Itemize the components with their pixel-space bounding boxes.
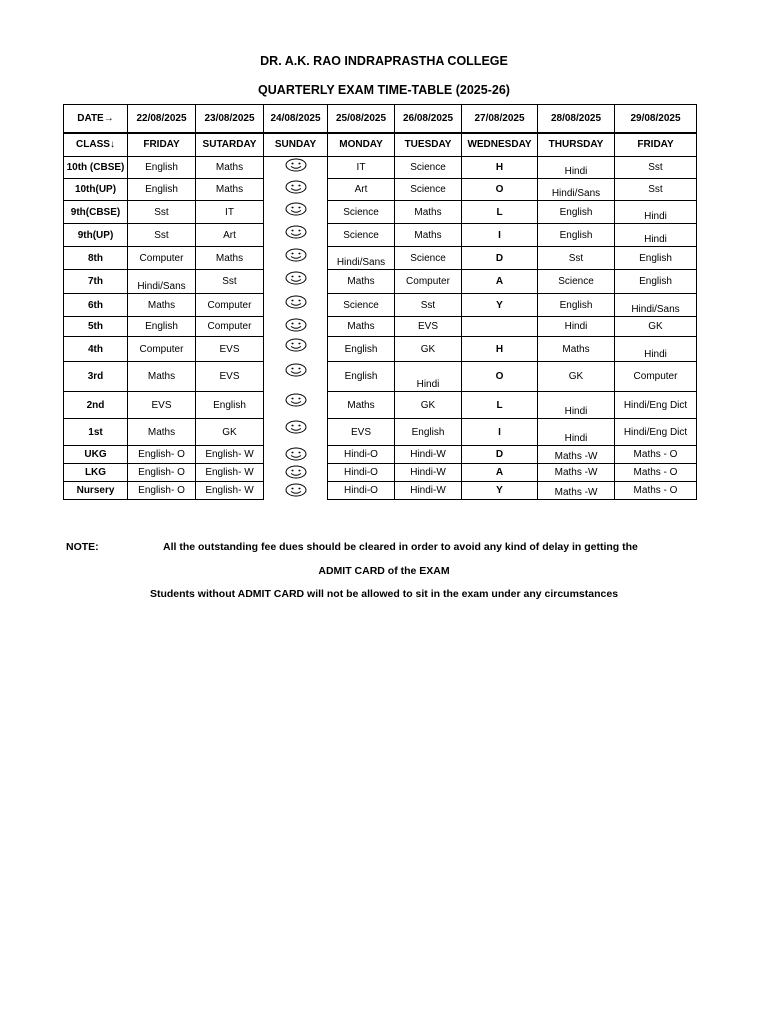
subject-cell: [462, 317, 538, 337]
sunday-cell: [264, 179, 328, 201]
subject-cell: IT: [328, 157, 395, 179]
sunday-cell: [264, 362, 328, 392]
smiley-face-icon: [285, 363, 307, 377]
subject-cell: English: [538, 294, 615, 317]
subject-cell: Science: [395, 157, 462, 179]
subject-cell: Computer: [395, 270, 462, 294]
subject-cell: I: [462, 419, 538, 446]
subject-cell: Science: [538, 270, 615, 294]
subject-cell: Maths: [128, 294, 196, 317]
smiley-face-icon: [285, 295, 307, 309]
subject-cell: Hindi: [615, 337, 697, 362]
subject-cell: Hindi/Sans: [128, 270, 196, 294]
date-cell: 22/08/2025: [128, 105, 196, 133]
table-row: [64, 270, 697, 294]
subject-cell: A: [462, 464, 538, 482]
day-cell: SUNDAY: [264, 133, 328, 157]
subject-cell: Hindi/Eng Dict: [615, 419, 697, 446]
subject-cell: English- O: [128, 464, 196, 482]
note-line-2: ADMIT CARD of the EXAM: [318, 565, 450, 577]
subject-cell: English: [196, 392, 264, 419]
subject-cell: O: [462, 179, 538, 201]
subject-cell: Y: [462, 294, 538, 317]
sunday-cell: [264, 392, 328, 419]
date-cell: 26/08/2025: [395, 105, 462, 133]
table-row: [64, 362, 697, 392]
table-row: [64, 464, 697, 482]
smiley-face-icon: [285, 225, 307, 239]
subject-cell: D: [462, 446, 538, 464]
subject-cell: L: [462, 392, 538, 419]
subject-cell: English: [328, 362, 395, 392]
subject-cell: Science: [395, 247, 462, 270]
table-row: [64, 294, 697, 317]
subject-cell: Hindi/Sans: [538, 179, 615, 201]
subject-cell: Computer: [196, 317, 264, 337]
sunday-cell: [264, 201, 328, 224]
subject-cell: I: [462, 224, 538, 247]
date-label: DATE→: [64, 105, 128, 133]
subject-cell: EVS: [128, 392, 196, 419]
date-cell: 24/08/2025: [264, 105, 328, 133]
subject-cell: Maths -W: [538, 464, 615, 482]
sunday-cell: [264, 294, 328, 317]
table-row: [64, 482, 697, 500]
smiley-face-icon: [285, 180, 307, 194]
subject-cell: Maths: [395, 224, 462, 247]
subject-cell: Hindi-O: [328, 482, 395, 500]
subject-cell: Maths - O: [615, 446, 697, 464]
subject-cell: Hindi-O: [328, 464, 395, 482]
subject-cell: GK: [196, 419, 264, 446]
table-row: [64, 392, 697, 419]
subject-cell: O: [462, 362, 538, 392]
sunday-cell: [264, 419, 328, 446]
class-name-cell: 10th(UP): [64, 179, 128, 201]
class-name-cell: 1st: [64, 419, 128, 446]
subject-cell: English- W: [196, 482, 264, 500]
subject-cell: Computer: [196, 294, 264, 317]
subject-cell: Maths: [328, 270, 395, 294]
subject-cell: English: [328, 337, 395, 362]
subject-cell: English- O: [128, 446, 196, 464]
subject-cell: Maths - O: [615, 464, 697, 482]
date-cell: 28/08/2025: [538, 105, 615, 133]
subject-cell: Maths: [196, 247, 264, 270]
subject-cell: L: [462, 201, 538, 224]
sunday-cell: [264, 446, 328, 464]
sunday-cell: [264, 224, 328, 247]
subject-cell: Sst: [128, 201, 196, 224]
smiley-face-icon: [285, 447, 307, 461]
subject-cell: English: [128, 317, 196, 337]
subject-cell: Computer: [615, 362, 697, 392]
table-row: [64, 247, 697, 270]
subject-cell: English: [128, 179, 196, 201]
class-name-cell: 6th: [64, 294, 128, 317]
subject-cell: Hindi-O: [328, 446, 395, 464]
class-name-cell: UKG: [64, 446, 128, 464]
table-row: [64, 317, 697, 337]
subject-cell: H: [462, 157, 538, 179]
subject-cell: English- W: [196, 464, 264, 482]
subject-cell: Art: [328, 179, 395, 201]
subject-cell: D: [462, 247, 538, 270]
smiley-face-icon: [285, 483, 307, 497]
page-title: QUARTERLY EXAM TIME-TABLE (2025-26): [258, 83, 510, 97]
subject-cell: English: [395, 419, 462, 446]
class-name-cell: 7th: [64, 270, 128, 294]
subject-cell: A: [462, 270, 538, 294]
subject-cell: GK: [615, 317, 697, 337]
sunday-cell: [264, 317, 328, 337]
table-row: [64, 337, 697, 362]
smiley-face-icon: [285, 271, 307, 285]
subject-cell: EVS: [196, 337, 264, 362]
day-cell: FRIDAY: [615, 133, 697, 157]
smiley-face-icon: [285, 393, 307, 407]
smiley-face-icon: [285, 248, 307, 262]
smiley-face-icon: [285, 420, 307, 434]
subject-cell: Hindi-W: [395, 446, 462, 464]
date-header-row: [64, 105, 697, 133]
table-row: [64, 201, 697, 224]
date-cell: 25/08/2025: [328, 105, 395, 133]
day-cell: MONDAY: [328, 133, 395, 157]
subject-cell: Sst: [538, 247, 615, 270]
table-row: [64, 157, 697, 179]
subject-cell: Science: [395, 179, 462, 201]
subject-cell: Maths: [128, 362, 196, 392]
table-row: [64, 446, 697, 464]
subject-cell: English- O: [128, 482, 196, 500]
subject-cell: Art: [196, 224, 264, 247]
note-label: NOTE:: [66, 541, 99, 553]
subject-cell: Hindi: [538, 392, 615, 419]
subject-cell: IT: [196, 201, 264, 224]
subject-cell: Hindi/Sans: [615, 294, 697, 317]
exam-timetable: [63, 104, 697, 500]
class-name-cell: 10th (CBSE): [64, 157, 128, 179]
subject-cell: Hindi: [615, 201, 697, 224]
smiley-face-icon: [285, 465, 307, 479]
subject-cell: Hindi: [615, 224, 697, 247]
subject-cell: Hindi: [538, 419, 615, 446]
class-name-cell: 3rd: [64, 362, 128, 392]
subject-cell: EVS: [395, 317, 462, 337]
smiley-face-icon: [285, 158, 307, 172]
table-row: [64, 224, 697, 247]
sunday-cell: [264, 337, 328, 362]
day-cell: SUTARDAY: [196, 133, 264, 157]
subject-cell: Sst: [196, 270, 264, 294]
class-name-cell: 2nd: [64, 392, 128, 419]
subject-cell: Maths - O: [615, 482, 697, 500]
date-cell: 29/08/2025: [615, 105, 697, 133]
subject-cell: English: [538, 224, 615, 247]
table-row: [64, 419, 697, 446]
subject-cell: Maths: [395, 201, 462, 224]
smiley-face-icon: [285, 338, 307, 352]
subject-cell: GK: [395, 392, 462, 419]
subject-cell: English: [128, 157, 196, 179]
subject-cell: Maths: [538, 337, 615, 362]
subject-cell: Maths -W: [538, 446, 615, 464]
class-name-cell: 8th: [64, 247, 128, 270]
subject-cell: English: [538, 201, 615, 224]
day-cell: TUESDAY: [395, 133, 462, 157]
subject-cell: Sst: [395, 294, 462, 317]
note-line-1: All the outstanding fee dues should be cleared in order to avoid any kind of delay in getting the: [163, 541, 638, 553]
note-line-3: Students without ADMIT CARD will not be allowed to sit in the exam under any circumstances: [149, 588, 619, 600]
day-cell: THURSDAY: [538, 133, 615, 157]
subject-cell: Hindi-W: [395, 482, 462, 500]
sunday-cell: [264, 247, 328, 270]
subject-cell: Computer: [128, 337, 196, 362]
subject-cell: Sst: [615, 157, 697, 179]
subject-cell: Hindi: [538, 157, 615, 179]
class-name-cell: 5th: [64, 317, 128, 337]
subject-cell: Maths: [328, 392, 395, 419]
subject-cell: Science: [328, 224, 395, 247]
day-header-row: [64, 133, 697, 157]
subject-cell: English: [615, 270, 697, 294]
subject-cell: Maths -W: [538, 482, 615, 500]
subject-cell: English: [615, 247, 697, 270]
college-name: DR. A.K. RAO INDRAPRASTHA COLLEGE: [260, 54, 508, 68]
date-cell: 27/08/2025: [462, 105, 538, 133]
subject-cell: Sst: [128, 224, 196, 247]
subject-cell: Science: [328, 294, 395, 317]
subject-cell: Sst: [615, 179, 697, 201]
subject-cell: Y: [462, 482, 538, 500]
day-cell: FRIDAY: [128, 133, 196, 157]
subject-cell: Science: [328, 201, 395, 224]
subject-cell: GK: [395, 337, 462, 362]
subject-cell: Hindi-W: [395, 464, 462, 482]
subject-cell: Computer: [128, 247, 196, 270]
subject-cell: EVS: [328, 419, 395, 446]
subject-cell: Maths: [196, 179, 264, 201]
subject-cell: GK: [538, 362, 615, 392]
class-name-cell: Nursery: [64, 482, 128, 500]
class-name-cell: LKG: [64, 464, 128, 482]
subject-cell: Maths: [128, 419, 196, 446]
class-name-cell: 9th(UP): [64, 224, 128, 247]
subject-cell: Maths: [328, 317, 395, 337]
subject-cell: Hindi/Sans: [328, 247, 395, 270]
smiley-face-icon: [285, 202, 307, 216]
subject-cell: Hindi: [395, 362, 462, 392]
sunday-cell: [264, 464, 328, 482]
date-cell: 23/08/2025: [196, 105, 264, 133]
subject-cell: EVS: [196, 362, 264, 392]
subject-cell: H: [462, 337, 538, 362]
subject-cell: Maths: [196, 157, 264, 179]
sunday-cell: [264, 270, 328, 294]
subject-cell: Hindi/Eng Dict: [615, 392, 697, 419]
sunday-cell: [264, 482, 328, 500]
subject-cell: Hindi: [538, 317, 615, 337]
class-name-cell: 4th: [64, 337, 128, 362]
subject-cell: English- W: [196, 446, 264, 464]
sunday-cell: [264, 157, 328, 179]
day-cell: WEDNESDAY: [462, 133, 538, 157]
class-label: CLASS↓: [64, 133, 128, 157]
smiley-face-icon: [285, 318, 307, 332]
class-name-cell: 9th(CBSE): [64, 201, 128, 224]
table-row: [64, 179, 697, 201]
